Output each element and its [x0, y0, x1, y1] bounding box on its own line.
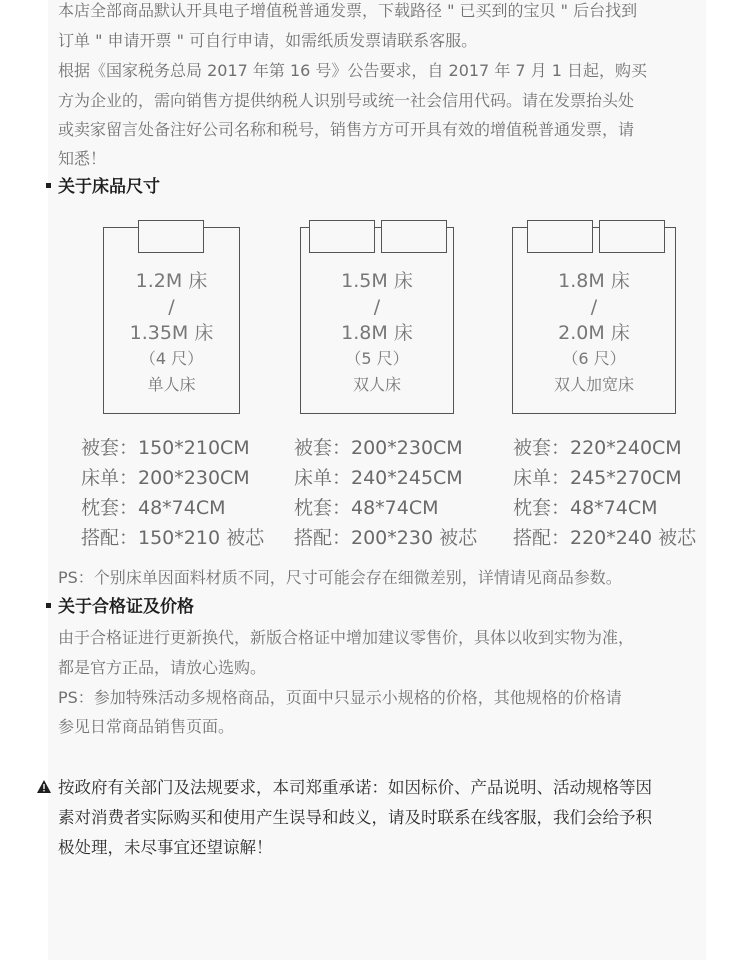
- notice-line: 按政府有关部门及法规要求，本司郑重承诺：如因标价、产品说明、活动规格等因: [58, 778, 652, 797]
- spec-list-wide-double: [513, 433, 696, 553]
- spec-pillowcase: 枕套：48*74CM: [81, 497, 226, 519]
- bed-size-a: 1.8M 床: [558, 270, 630, 292]
- bed-type: 双人床: [352, 375, 401, 394]
- spec-sheet: 床单：245*270CM: [513, 467, 682, 489]
- spec-list-double: [294, 433, 477, 553]
- bed-size-b: 2.0M 床: [558, 322, 630, 344]
- notice-line: 素对消费者实际购买和使用产生误导和歧义，请及时联系在线客服，我们会给予积: [58, 808, 652, 827]
- pillow-icon: [527, 220, 593, 253]
- spec-duvet: 被套：150*210CM: [81, 437, 250, 459]
- bed-chi: （6 尺）: [562, 349, 626, 368]
- bed-diagram-double: [300, 227, 454, 414]
- certificate-heading-text: 关于合格证及价格: [58, 597, 194, 617]
- warning-triangle-icon: [37, 780, 51, 793]
- invoice-line: 根据《国家税务总局 2017 年第 16 号》公告要求，自 2017 年 7 月 1 日起，购买: [58, 61, 648, 80]
- bed-size-b: 1.35M 床: [129, 322, 214, 344]
- pillow-icon: [599, 220, 665, 253]
- invoice-line: 本店全部商品默认开具电子增值税普通发票，下载路径 " 已买到的宝贝 " 后台找到: [58, 1, 638, 20]
- bed-ps-note: PS：个别床单因面料材质不同，尺寸可能会存在细微差别，详情请见商品参数。: [58, 568, 622, 587]
- bed-chi: （5 尺）: [345, 349, 409, 368]
- spec-duvet: 被套：200*230CM: [294, 437, 463, 459]
- bed-diagram-wide-double: [512, 227, 676, 414]
- spec-duvet: 被套：220*240CM: [513, 437, 682, 459]
- certificate-line: 都是官方正品，请放心选购。: [58, 658, 267, 677]
- bed-label: [301, 268, 453, 398]
- certificate-heading: [46, 596, 194, 618]
- spec-sheet: 床单：240*245CM: [294, 467, 463, 489]
- bed-slash: /: [590, 296, 598, 318]
- spec-filling: 搭配：220*240 被芯: [513, 527, 697, 549]
- spec-filling: 搭配：200*230 被芯: [294, 527, 478, 549]
- bed-chi: （4 尺）: [139, 349, 204, 368]
- certificate-line: PS：参加特殊活动多规格商品，页面中只显示小规格的价格，其他规格的价格请: [58, 688, 622, 707]
- bed-size-heading-text: 关于床品尺寸: [58, 177, 160, 197]
- pillow-icon: [381, 220, 447, 253]
- pillow-icon: [138, 220, 204, 253]
- bullet-square-icon: [46, 183, 51, 188]
- certificate-line: 由于合格证进行更新换代，新版合格证中增加建议零售价，具体以收到实物为准，: [58, 628, 635, 647]
- bed-size-a: 1.2M 床: [135, 270, 208, 292]
- bed-diagram-single: [103, 227, 240, 414]
- invoice-line: 或卖家留言处备注好公司名称和税号，销售方方可开具有效的增值税普通发票，请: [58, 120, 635, 139]
- bed-type: 单人床: [147, 375, 196, 394]
- bed-size-b: 1.8M 床: [341, 322, 413, 344]
- bed-size-heading: [46, 176, 160, 198]
- certificate-line: 参见日常商品销售页面。: [58, 717, 235, 736]
- bed-type: 双人加宽床: [553, 375, 634, 394]
- spec-filling: 搭配：150*210 被芯: [81, 527, 265, 549]
- spec-pillowcase: 枕套：48*74CM: [513, 497, 658, 519]
- invoice-line: 知悉！: [58, 149, 107, 168]
- spec-sheet: 床单：200*230CM: [81, 467, 250, 489]
- bed-label: [104, 268, 239, 398]
- pillow-icon: [309, 220, 375, 253]
- spec-list-single: [81, 433, 264, 553]
- spec-pillowcase: 枕套：48*74CM: [294, 497, 439, 519]
- invoice-line: 方为企业的，需向销售方提供纳税人识别号或统一社会信用代码。请在发票抬头处: [58, 91, 635, 110]
- invoice-line: 订单 " 申请开票 " 可自行申请，如需纸质发票请联系客服。: [58, 31, 478, 50]
- notice-line: 极处理，未尽事宜还望谅解！: [58, 838, 273, 857]
- bullet-square-icon: [46, 603, 51, 608]
- bed-slash: /: [373, 296, 381, 318]
- bed-size-a: 1.5M 床: [341, 270, 413, 292]
- bed-slash: /: [168, 296, 175, 318]
- bed-label: [513, 268, 675, 398]
